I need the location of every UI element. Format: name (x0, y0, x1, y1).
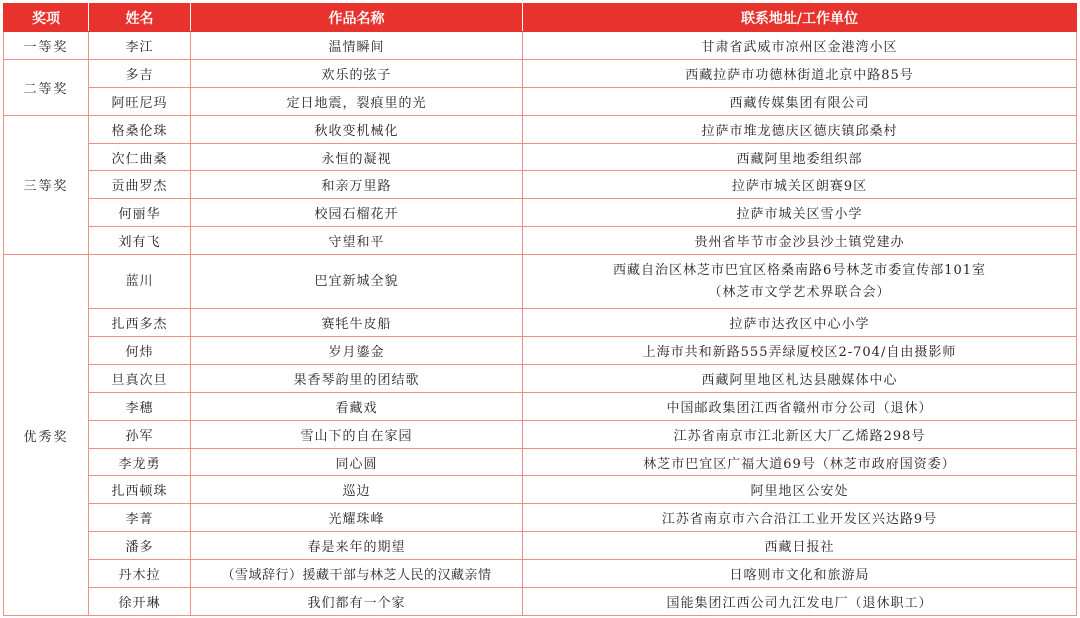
work-title-cell: 巴宜新城全貌 (191, 255, 523, 309)
table-row (4, 476, 1077, 504)
address-cell: 贵州省毕节市金沙县沙土镇党建办 (523, 227, 1077, 255)
address-cell: 阿里地区公安处 (523, 476, 1077, 504)
address-line-2: （林芝市文学艺术界联合会） (708, 284, 891, 300)
work-title-cell: 秋收变机械化 (191, 115, 523, 143)
name-cell: 徐开琳 (89, 588, 191, 616)
work-title-cell: 岁月鎏金 (191, 337, 523, 365)
table-row (4, 115, 1077, 143)
name-cell: 格桑伦珠 (89, 115, 191, 143)
table-row (4, 448, 1077, 476)
address-cell: 拉萨市城关区雪小学 (523, 199, 1077, 227)
table-row (4, 255, 1077, 309)
name-cell: 李穗 (89, 392, 191, 420)
name-cell: 丹木拉 (89, 560, 191, 588)
name-cell: 孙军 (89, 420, 191, 448)
name-cell: 何炜 (89, 337, 191, 365)
work-title-cell: 我们都有一个家 (191, 588, 523, 616)
table-row (4, 504, 1077, 532)
work-title-cell: 温情瞬间 (191, 32, 523, 60)
awards-table-wrapper (3, 3, 1076, 616)
work-title-cell: 同心圆 (191, 448, 523, 476)
work-title-cell: 和亲万里路 (191, 171, 523, 199)
address-cell: 中国邮政集团江西省赣州市分公司（退休） (523, 392, 1077, 420)
name-cell: 李菁 (89, 504, 191, 532)
address-cell: 拉萨市城关区朗赛9区 (523, 171, 1077, 199)
table-row (4, 143, 1077, 171)
work-title-cell: 看藏戏 (191, 392, 523, 420)
header-name: 姓名 (89, 4, 191, 32)
work-title-cell: 赛牦牛皮船 (191, 309, 523, 337)
name-cell: 扎西顿珠 (89, 476, 191, 504)
table-row (4, 560, 1077, 588)
name-cell: 潘多 (89, 532, 191, 560)
work-title-cell: 雪山下的自在家园 (191, 420, 523, 448)
address-cell: 西藏拉萨市功德林街道北京中路85号 (523, 59, 1077, 87)
table-header-row (4, 4, 1077, 32)
name-cell: 旦真次旦 (89, 364, 191, 392)
work-title-cell: （雪域辞行）援藏干部与林芝人民的汉藏亲情 (191, 560, 523, 588)
table-row (4, 364, 1077, 392)
address-cell: 西藏阿里地区札达县融媒体中心 (523, 364, 1077, 392)
name-cell: 扎西多杰 (89, 309, 191, 337)
table-row (4, 171, 1077, 199)
work-title-cell: 春是来年的期望 (191, 532, 523, 560)
award-level-cell: 三等奖 (4, 115, 89, 254)
table-row (4, 392, 1077, 420)
name-cell: 李江 (89, 32, 191, 60)
work-title-cell: 校园石榴花开 (191, 199, 523, 227)
name-cell: 李龙勇 (89, 448, 191, 476)
table-row (4, 532, 1077, 560)
award-level-cell: 优秀奖 (4, 255, 89, 616)
address-cell: 江苏省南京市江北新区大厂乙烯路298号 (523, 420, 1077, 448)
table-row (4, 32, 1077, 60)
work-title-cell: 永恒的凝视 (191, 143, 523, 171)
work-title-cell: 欢乐的弦子 (191, 59, 523, 87)
address-cell: 日喀则市文化和旅游局 (523, 560, 1077, 588)
table-row (4, 588, 1077, 616)
address-cell (523, 255, 1077, 309)
header-work-title: 作品名称 (191, 4, 523, 32)
table-row (4, 309, 1077, 337)
address-cell: 国能集团江西公司九江发电厂（退休职工） (523, 588, 1077, 616)
work-title-cell: 守望和平 (191, 227, 523, 255)
work-title-cell: 巡边 (191, 476, 523, 504)
name-cell: 刘有飞 (89, 227, 191, 255)
address-line-1: 西藏自治区林芝市巴宜区格桑南路6号林芝市委宣传部101室 (612, 262, 987, 278)
table-row (4, 59, 1077, 87)
header-award-level: 奖项 (4, 4, 89, 32)
work-title-cell: 定日地震，裂痕里的光 (191, 87, 523, 115)
address-cell: 林芝市巴宜区广福大道69号（林芝市政府国资委） (523, 448, 1077, 476)
address-cell: 西藏阿里地委组织部 (523, 143, 1077, 171)
award-level-cell: 二等奖 (4, 59, 89, 115)
awards-table (3, 3, 1077, 616)
address-cell: 上海市共和新路555弄绿厦校区2-704/自由摄影师 (523, 337, 1077, 365)
name-cell: 次仁曲桑 (89, 143, 191, 171)
address-cell: 西藏传媒集团有限公司 (523, 87, 1077, 115)
table-row (4, 337, 1077, 365)
header-address: 联系地址/工作单位 (523, 4, 1077, 32)
name-cell: 阿旺尼玛 (89, 87, 191, 115)
table-row (4, 87, 1077, 115)
address-cell: 拉萨市达孜区中心小学 (523, 309, 1077, 337)
name-cell: 何丽华 (89, 199, 191, 227)
work-title-cell: 光耀珠峰 (191, 504, 523, 532)
address-cell: 西藏日报社 (523, 532, 1077, 560)
name-cell: 贡曲罗杰 (89, 171, 191, 199)
table-row (4, 227, 1077, 255)
work-title-cell: 果香琴韵里的团结歌 (191, 364, 523, 392)
address-cell: 拉萨市堆龙德庆区德庆镇邱桑村 (523, 115, 1077, 143)
address-cell: 甘肃省武威市凉州区金港湾小区 (523, 32, 1077, 60)
name-cell: 蓝川 (89, 255, 191, 309)
award-level-cell: 一等奖 (4, 32, 89, 60)
table-row (4, 199, 1077, 227)
name-cell: 多吉 (89, 59, 191, 87)
table-row (4, 420, 1077, 448)
address-cell: 江苏省南京市六合沿江工业开发区兴达路9号 (523, 504, 1077, 532)
